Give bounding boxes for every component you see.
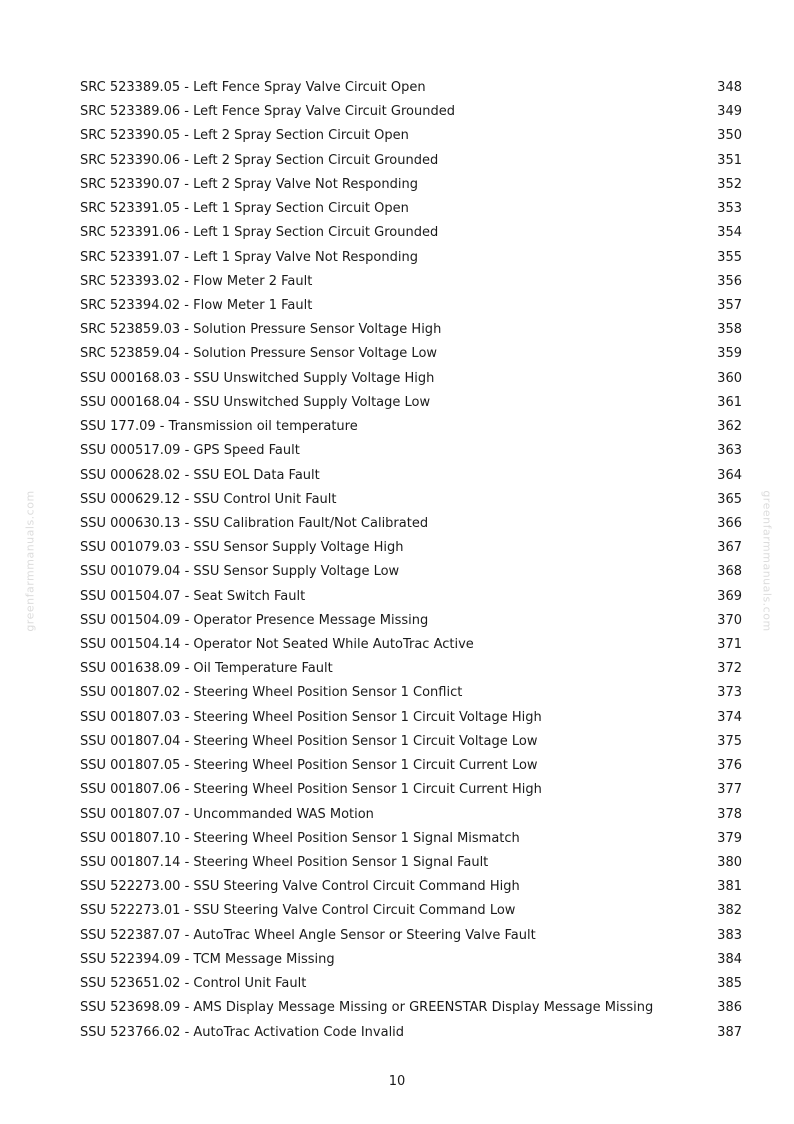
toc-entry-page: 352 — [717, 176, 742, 192]
toc-entry-title: SSU 522273.00 - SSU Steering Valve Control Circuit Command High — [80, 879, 520, 895]
toc-entry[interactable] — [80, 173, 742, 197]
toc-entry[interactable] — [80, 657, 742, 681]
toc-entry[interactable] — [80, 778, 742, 802]
toc-entry-page: 367 — [717, 540, 742, 556]
toc-entry[interactable] — [80, 270, 742, 294]
toc-entry-page: 371 — [717, 637, 742, 653]
toc-entry-page: 381 — [717, 879, 742, 895]
watermark-right: greenfarmmanuals.com — [760, 490, 774, 632]
toc-entry-page: 363 — [717, 443, 742, 459]
toc-entry-title: SSU 000168.03 - SSU Unswitched Supply Voltage High — [80, 370, 435, 386]
toc-entry-title: SSU 177.09 - Transmission oil temperature — [80, 419, 358, 435]
toc-entry-page: 374 — [717, 709, 742, 725]
toc-entry[interactable] — [80, 100, 742, 124]
toc-entry[interactable] — [80, 609, 742, 633]
toc-entry[interactable] — [80, 730, 742, 754]
toc-entry-title: SSU 001807.03 - Steering Wheel Position Sensor 1 Circuit Voltage High — [80, 709, 542, 725]
toc-entry-page: 368 — [717, 564, 742, 580]
toc-entry-page: 360 — [717, 370, 742, 386]
toc-entry-title: SSU 522387.07 - AutoTrac Wheel Angle Sensor or Steering Valve Fault — [80, 927, 536, 943]
toc-entry-title: SSU 001504.07 - Seat Switch Fault — [80, 588, 306, 604]
toc-entry-page: 348 — [717, 80, 742, 95]
toc-entry-title: SSU 001504.14 - Operator Not Seated While AutoTrac Active — [80, 637, 474, 653]
toc-entry[interactable] — [80, 851, 742, 875]
table-of-contents — [80, 76, 742, 1045]
toc-entry-page: 350 — [717, 128, 742, 144]
toc-entry-title: SSU 001807.02 - Steering Wheel Position Sensor 1 Conflict — [80, 685, 463, 701]
toc-entry[interactable] — [80, 681, 742, 705]
toc-entry[interactable] — [80, 924, 742, 948]
toc-entry-title: SSU 523698.09 - AMS Display Message Missing or GREENSTAR Display Message Missing — [80, 1000, 654, 1016]
toc-entry[interactable] — [80, 875, 742, 899]
toc-entry-title: SRC 523390.06 - Left 2 Spray Section Circuit Grounded — [80, 152, 439, 168]
toc-entry-title: SRC 523859.04 - Solution Pressure Sensor Voltage Low — [80, 346, 438, 362]
toc-entry-page: 379 — [717, 830, 742, 846]
toc-entry[interactable] — [80, 706, 742, 730]
toc-entry-title: SSU 001079.03 - SSU Sensor Supply Voltage High — [80, 540, 404, 556]
toc-entry[interactable] — [80, 221, 742, 245]
toc-entry[interactable] — [80, 899, 742, 923]
toc-entry[interactable] — [80, 560, 742, 584]
toc-entry-title: SRC 523389.05 - Left Fence Spray Valve Circuit Open — [80, 80, 426, 95]
toc-entry[interactable] — [80, 512, 742, 536]
toc-entry-page: 386 — [717, 1000, 742, 1016]
toc-entry[interactable] — [80, 342, 742, 366]
toc-entry[interactable] — [80, 754, 742, 778]
toc-entry-page: 382 — [717, 903, 742, 919]
toc-entry-title: SSU 001807.10 - Steering Wheel Position Sensor 1 Signal Mismatch — [80, 830, 520, 846]
toc-entry-page: 385 — [717, 976, 742, 992]
toc-entry-page: 361 — [717, 394, 742, 410]
toc-entry-title: SSU 001807.05 - Steering Wheel Position Sensor 1 Circuit Current Low — [80, 758, 538, 774]
toc-entry-title: SRC 523389.06 - Left Fence Spray Valve Circuit Grounded — [80, 104, 455, 120]
toc-entry-page: 383 — [717, 927, 742, 943]
toc-entry-page: 364 — [717, 467, 742, 483]
toc-entry-page: 362 — [717, 419, 742, 435]
toc-entry-title: SRC 523390.05 - Left 2 Spray Section Circuit Open — [80, 128, 409, 144]
toc-entry-title: SSU 523651.02 - Control Unit Fault — [80, 976, 307, 992]
toc-entry[interactable] — [80, 536, 742, 560]
toc-entry-page: 359 — [717, 346, 742, 362]
toc-entry-title: SSU 001638.09 - Oil Temperature Fault — [80, 661, 333, 677]
toc-entry-title: SSU 001807.14 - Steering Wheel Position Sensor 1 Signal Fault — [80, 855, 489, 870]
toc-entry-title: SSU 522273.01 - SSU Steering Valve Control Circuit Command Low — [80, 903, 516, 919]
toc-entry-page: 366 — [717, 515, 742, 531]
toc-entry-title: SRC 523859.03 - Solution Pressure Sensor Voltage High — [80, 322, 442, 338]
toc-entry-page: 358 — [717, 322, 742, 338]
toc-entry[interactable] — [80, 391, 742, 415]
toc-entry-title: SSU 000168.04 - SSU Unswitched Supply Voltage Low — [80, 394, 431, 410]
toc-entry-page: 369 — [717, 588, 742, 604]
toc-entry-title: SSU 000517.09 - GPS Speed Fault — [80, 443, 300, 459]
toc-entry-title: SSU 000629.12 - SSU Control Unit Fault — [80, 491, 337, 507]
toc-entry-page: 384 — [717, 951, 742, 967]
toc-entry-title: SSU 523766.02 - AutoTrac Activation Code Invalid — [80, 1024, 405, 1040]
toc-entry-page: 351 — [717, 152, 742, 168]
toc-entry[interactable] — [80, 633, 742, 657]
toc-entry-page: 355 — [717, 249, 742, 265]
toc-entry[interactable] — [80, 439, 742, 463]
toc-entry[interactable] — [80, 585, 742, 609]
toc-entry-title: SRC 523391.06 - Left 1 Spray Section Circuit Grounded — [80, 225, 439, 241]
toc-entry-title: SRC 523391.05 - Left 1 Spray Section Circuit Open — [80, 201, 409, 217]
toc-entry[interactable] — [80, 464, 742, 488]
toc-entry-page: 372 — [717, 661, 742, 677]
toc-entry[interactable] — [80, 803, 742, 827]
toc-entry-title: SSU 001079.04 - SSU Sensor Supply Voltage Low — [80, 564, 400, 580]
toc-entry-page: 365 — [717, 491, 742, 507]
toc-entry-title: SSU 000628.02 - SSU EOL Data Fault — [80, 467, 320, 483]
toc-entry[interactable] — [80, 488, 742, 512]
toc-entry-page: 373 — [717, 685, 742, 701]
toc-entry-page: 370 — [717, 612, 742, 628]
toc-entry-page: 349 — [717, 104, 742, 120]
toc-entry-page: 376 — [717, 758, 742, 774]
toc-entry-page: 378 — [717, 806, 742, 822]
toc-entry[interactable] — [80, 972, 742, 996]
toc-entry-title: SSU 000630.13 - SSU Calibration Fault/Not Calibrated — [80, 515, 429, 531]
toc-entry[interactable] — [80, 246, 742, 270]
toc-entry-page: 356 — [717, 273, 742, 289]
toc-entry[interactable] — [80, 367, 742, 391]
toc-entry-page: 380 — [717, 855, 742, 870]
toc-entry[interactable] — [80, 996, 742, 1020]
toc-entry[interactable] — [80, 149, 742, 173]
page-number: 10 — [388, 1074, 406, 1089]
toc-entry-title: SRC 523390.07 - Left 2 Spray Valve Not Responding — [80, 176, 418, 192]
toc-entry[interactable] — [80, 124, 742, 148]
toc-entry-title: SSU 001807.07 - Uncommanded WAS Motion — [80, 806, 374, 822]
toc-entry[interactable] — [80, 197, 742, 221]
toc-entry-page: 387 — [717, 1024, 742, 1040]
toc-entry-title: SSU 001504.09 - Operator Presence Message Missing — [80, 612, 429, 628]
toc-entry-page: 353 — [717, 201, 742, 217]
toc-entry-page: 357 — [717, 297, 742, 313]
toc-entry[interactable] — [80, 318, 742, 342]
toc-entry[interactable] — [80, 76, 742, 100]
toc-entry-page: 375 — [717, 733, 742, 749]
toc-entry-title: SRC 523391.07 - Left 1 Spray Valve Not Responding — [80, 249, 418, 265]
toc-entry[interactable] — [80, 294, 742, 318]
toc-entry-page: 354 — [717, 225, 742, 241]
toc-entry-title: SSU 001807.06 - Steering Wheel Position Sensor 1 Circuit Current High — [80, 782, 542, 798]
toc-entry[interactable] — [80, 1021, 742, 1045]
toc-entry-title: SSU 522394.09 - TCM Message Missing — [80, 951, 335, 967]
toc-entry-title: SRC 523393.02 - Flow Meter 2 Fault — [80, 273, 313, 289]
toc-entry[interactable] — [80, 948, 742, 972]
toc-entry[interactable] — [80, 827, 742, 851]
toc-entry-title: SRC 523394.02 - Flow Meter 1 Fault — [80, 297, 313, 313]
toc-entry-page: 377 — [717, 782, 742, 798]
watermark-left: greenfarmmanuals.com — [23, 490, 37, 632]
toc-entry-title: SSU 001807.04 - Steering Wheel Position Sensor 1 Circuit Voltage Low — [80, 733, 538, 749]
toc-entry[interactable] — [80, 415, 742, 439]
